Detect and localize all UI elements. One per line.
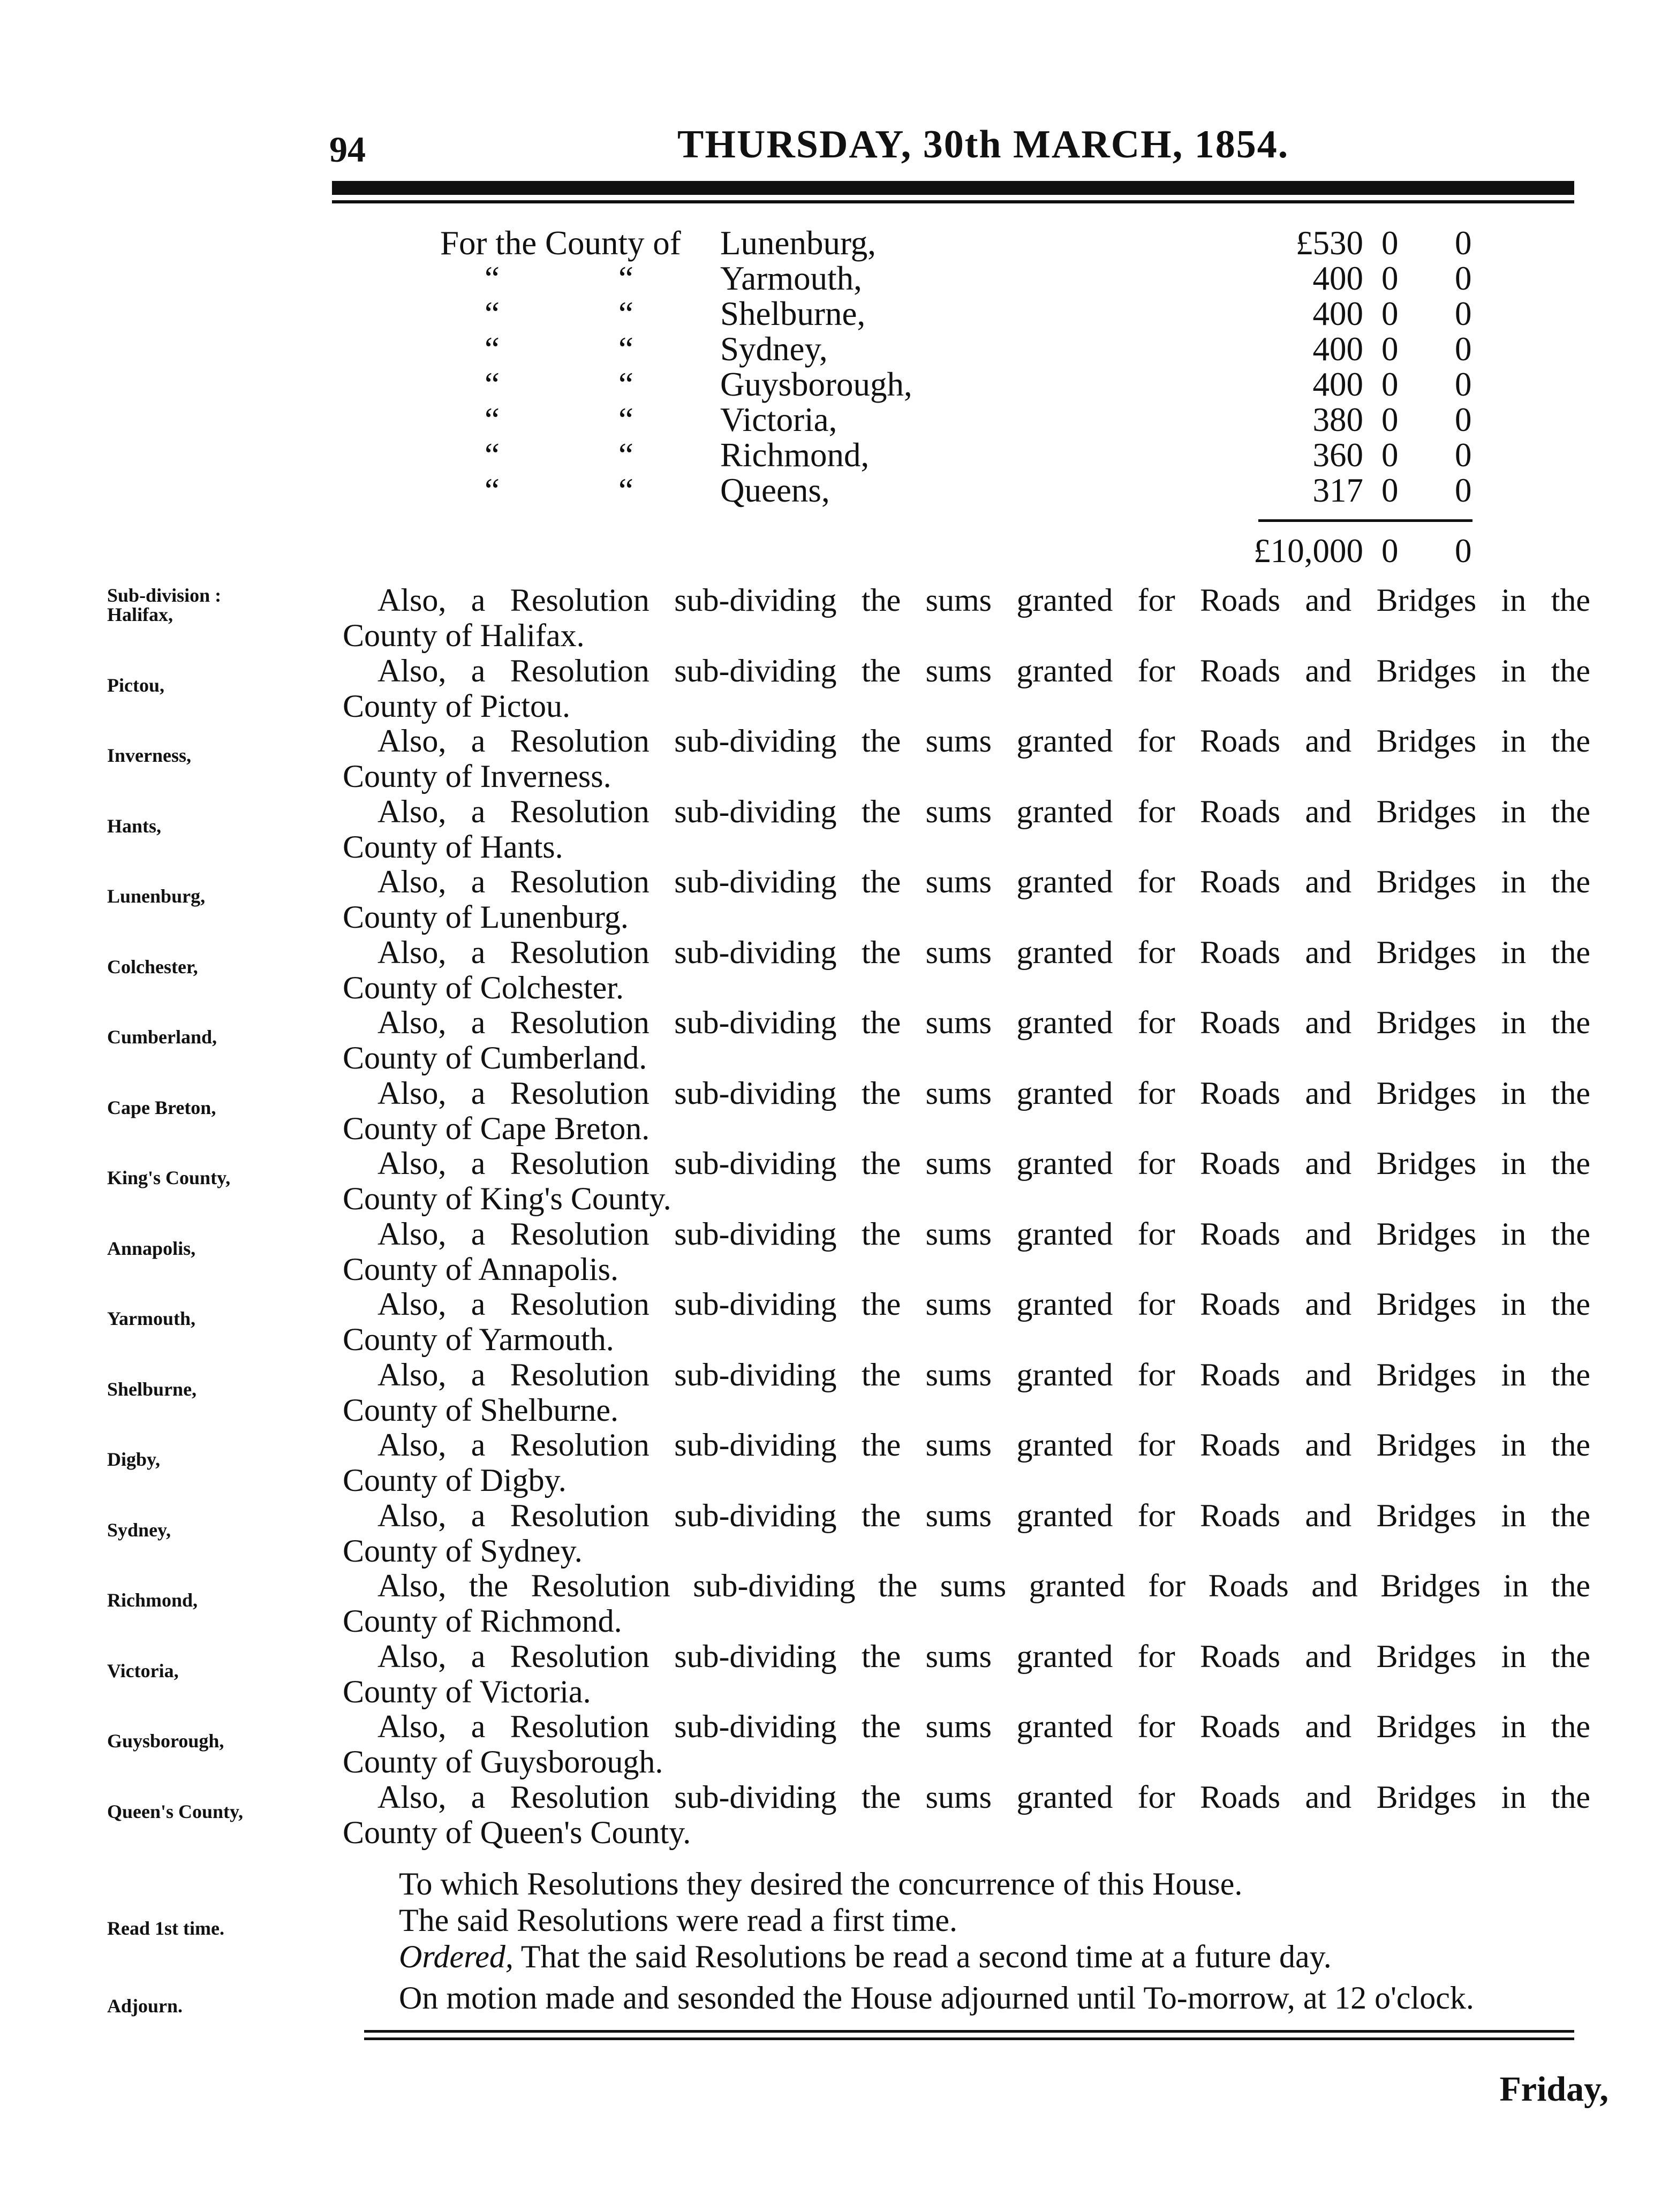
margin-county: Inverness, — [107, 745, 192, 766]
resolution-line: Also, a Resolution sub-dividing the sums granted for Roads and Bridges in the — [377, 1005, 1590, 1040]
resolution-line: Also, a Resolution sub-dividing the sums granted for Roads and Bridges in the — [377, 1357, 1590, 1392]
resolution-county: County of Annapolis. — [343, 1252, 619, 1287]
resolution-paragraph — [343, 582, 1590, 653]
grant-pence: 0 — [1455, 330, 1472, 368]
margin-county: Annapolis, — [107, 1238, 196, 1259]
header-rule-thin — [332, 200, 1574, 203]
grant-pence: 0 — [1455, 366, 1472, 403]
grant-pounds: 400 — [1312, 366, 1363, 403]
resolution-line: Also, a Resolution sub-dividing the sums granted for Roads and Bridges in the — [377, 1639, 1590, 1674]
ditto-mark: “ — [618, 295, 633, 332]
footer-rule-1 — [364, 2030, 1574, 2033]
concurrence-line: To which Resolutions they desired the concurrence of this House. — [399, 1866, 1243, 1902]
resolution-line: Also, a Resolution sub-dividing the sums granted for Roads and Bridges in the — [377, 1216, 1590, 1252]
resolution-county: County of Lunenburg. — [343, 899, 629, 935]
ditto-mark: “ — [618, 366, 633, 403]
margin-county: Queen's County, — [107, 1801, 244, 1822]
resolution-line: Also, a Resolution sub-dividing the sums granted for Roads and Bridges in the — [377, 1075, 1590, 1111]
margin-county: King's County, — [107, 1167, 231, 1188]
resolution-paragraph — [343, 1357, 1590, 1428]
resolution-line: Also, a Resolution sub-dividing the sums granted for Roads and Bridges in the — [377, 794, 1590, 829]
grant-pence: 0 — [1455, 472, 1472, 509]
resolution-paragraph — [343, 1427, 1590, 1498]
grant-lead-text: For the County of — [440, 224, 681, 262]
resolution-paragraph — [343, 1075, 1590, 1146]
grant-county: Queens, — [720, 472, 830, 509]
resolution-paragraph — [343, 794, 1590, 865]
ditto-mark: “ — [485, 260, 500, 297]
ditto-mark: “ — [485, 401, 500, 438]
grant-shillings: 0 — [1381, 472, 1399, 509]
ditto-mark: “ — [618, 330, 633, 368]
grant-pence: 0 — [1455, 436, 1472, 474]
resolution-line: Also, a Resolution sub-dividing the sums granted for Roads and Bridges in the — [377, 1779, 1590, 1815]
grant-shillings: 0 — [1381, 330, 1399, 368]
ditto-mark: “ — [618, 472, 633, 509]
margin-county: Cape Breton, — [107, 1097, 216, 1118]
margin-adjourn: Adjourn. — [107, 1995, 183, 2017]
sum-rule — [1258, 519, 1472, 522]
resolution-county: County of Hants. — [343, 829, 563, 865]
ordered-rest: That the said Resolutions be read a second time at a future day. — [513, 1939, 1332, 1974]
resolution-paragraph — [343, 1568, 1590, 1639]
resolution-paragraph — [343, 1005, 1590, 1075]
margin-county: Digby, — [107, 1449, 161, 1470]
ordered-line — [399, 1938, 1332, 1975]
resolution-line: Also, a Resolution sub-dividing the sums granted for Roads and Bridges in the — [377, 935, 1590, 970]
grant-county: Guysborough, — [720, 366, 912, 403]
read-first-line: The said Resolutions were read a first time. — [399, 1903, 958, 1938]
margin-county: Guysborough, — [107, 1730, 224, 1752]
grant-row — [0, 437, 1654, 473]
grant-row — [0, 260, 1654, 297]
resolution-county: County of Pictou. — [343, 688, 571, 724]
resolution-line: Also, a Resolution sub-dividing the sums granted for Roads and Bridges in the — [377, 864, 1590, 899]
catchword: Friday, — [1499, 2070, 1608, 2109]
margin-county: Halifax, — [107, 604, 173, 625]
resolution-line: Also, a Resolution sub-dividing the sums granted for Roads and Bridges in the — [377, 582, 1590, 618]
resolution-county: County of Digby. — [343, 1463, 567, 1498]
margin-read-first: Read 1st time. — [107, 1918, 224, 1939]
resolution-county: County of Guysborough. — [343, 1744, 663, 1779]
ditto-mark: “ — [618, 401, 633, 438]
grant-row — [0, 402, 1654, 438]
page-number: 94 — [329, 129, 366, 170]
grant-pounds: £530 — [1296, 224, 1363, 262]
resolution-county: County of Inverness. — [343, 759, 611, 794]
resolution-line: Also, a Resolution sub-dividing the sums granted for Roads and Bridges in the — [377, 653, 1590, 688]
grant-pence: 0 — [1455, 224, 1472, 262]
resolution-county: County of Queen's County. — [343, 1815, 691, 1850]
grant-pounds: 400 — [1312, 260, 1363, 297]
resolution-county: County of Cape Breton. — [343, 1111, 650, 1146]
grant-pounds: 380 — [1312, 401, 1363, 438]
grant-pounds: 400 — [1312, 295, 1363, 332]
grant-row — [0, 331, 1654, 367]
resolution-line: Also, the Resolution sub-dividing the sums granted for Roads and Bridges in the — [377, 1568, 1590, 1603]
resolution-line: Also, a Resolution sub-dividing the sums granted for Roads and Bridges in the — [377, 723, 1590, 759]
resolution-paragraph — [343, 1779, 1590, 1850]
resolution-county: County of Shelburne. — [343, 1392, 618, 1428]
margin-county: Richmond, — [107, 1589, 198, 1611]
resolution-paragraph — [343, 1709, 1590, 1779]
header-rule-thick — [332, 181, 1574, 195]
grant-pounds: 317 — [1312, 472, 1363, 509]
resolution-paragraph — [343, 1216, 1590, 1287]
margin-county: Colchester, — [107, 956, 198, 978]
grant-row — [0, 472, 1654, 509]
grant-pounds: 360 — [1312, 436, 1363, 474]
ditto-mark: “ — [485, 295, 500, 332]
resolution-paragraph — [343, 1286, 1590, 1357]
grant-shillings: 0 — [1381, 436, 1399, 474]
resolution-county: County of Yarmouth. — [343, 1322, 614, 1357]
margin-county: Sydney, — [107, 1519, 171, 1541]
grant-county: Victoria, — [720, 401, 837, 438]
ditto-mark: “ — [485, 436, 500, 474]
resolution-line: Also, a Resolution sub-dividing the sums granted for Roads and Bridges in the — [377, 1146, 1590, 1181]
grant-shillings: 0 — [1381, 401, 1399, 438]
margin-county: Victoria, — [107, 1660, 179, 1681]
ditto-mark: “ — [618, 436, 633, 474]
grant-pence: 0 — [1455, 295, 1472, 332]
margin-county: Shelburne, — [107, 1378, 197, 1400]
margin-county: Yarmouth, — [107, 1308, 196, 1329]
resolution-county: County of Sydney. — [343, 1533, 583, 1569]
grant-total-pence: 0 — [1455, 532, 1472, 570]
footer-rule-2 — [364, 2037, 1574, 2040]
resolution-line: Also, a Resolution sub-dividing the sums granted for Roads and Bridges in the — [377, 1498, 1590, 1533]
margin-county: Lunenburg, — [107, 885, 206, 907]
margin-county: Hants, — [107, 815, 162, 837]
grant-county: Yarmouth, — [720, 260, 862, 297]
resolution-paragraph — [343, 1639, 1590, 1709]
grant-shillings: 0 — [1381, 224, 1399, 262]
ditto-mark: “ — [485, 472, 500, 509]
adjourn-line: On motion made and sesonded the House adjourned until To-morrow, at 12 o'clock. — [399, 1980, 1474, 2016]
resolution-line: Also, a Resolution sub-dividing the sums granted for Roads and Bridges in the — [377, 1286, 1590, 1322]
grant-total-row — [0, 533, 1654, 569]
resolution-county: County of Halifax. — [343, 618, 585, 653]
resolution-county: County of Cumberland. — [343, 1040, 647, 1075]
margin-county: Cumberland, — [107, 1026, 217, 1048]
grant-total-shillings: 0 — [1381, 532, 1399, 570]
grant-shillings: 0 — [1381, 295, 1399, 332]
grant-shillings: 0 — [1381, 366, 1399, 403]
grant-county: Shelburne, — [720, 295, 866, 332]
grant-pounds: 400 — [1312, 330, 1363, 368]
running-head: THURSDAY, 30th MARCH, 1854. — [677, 123, 1289, 166]
grant-county: Sydney, — [720, 330, 828, 368]
resolution-paragraph — [343, 935, 1590, 1005]
ditto-mark: “ — [618, 260, 633, 297]
resolution-paragraph — [343, 1146, 1590, 1216]
resolution-county: County of Colchester. — [343, 970, 624, 1005]
ditto-mark: “ — [485, 366, 500, 403]
subdivision-heading: Sub-division : — [107, 585, 222, 606]
grant-shillings: 0 — [1381, 260, 1399, 297]
resolution-paragraph — [343, 1498, 1590, 1569]
grant-row — [0, 296, 1654, 332]
grant-county: Lunenburg, — [720, 224, 877, 262]
resolution-line: Also, a Resolution sub-dividing the sums granted for Roads and Bridges in the — [377, 1709, 1590, 1744]
ditto-mark: “ — [485, 330, 500, 368]
resolution-paragraph — [343, 653, 1590, 724]
resolution-line: Also, a Resolution sub-dividing the sums granted for Roads and Bridges in the — [377, 1427, 1590, 1463]
resolution-paragraph — [343, 864, 1590, 935]
grant-pence: 0 — [1455, 401, 1472, 438]
grant-county: Richmond, — [720, 436, 870, 474]
resolution-county: County of Victoria. — [343, 1674, 591, 1709]
grant-total-pounds: £10,000 — [1253, 532, 1363, 570]
resolution-county: County of Richmond. — [343, 1603, 622, 1639]
grant-pence: 0 — [1455, 260, 1472, 297]
margin-county: Pictou, — [107, 675, 164, 696]
grant-row — [0, 366, 1654, 403]
grant-row — [0, 225, 1654, 261]
resolution-county: County of King's County. — [343, 1181, 671, 1216]
resolution-paragraph — [343, 723, 1590, 794]
ordered-word: Ordered, — [399, 1939, 513, 1974]
